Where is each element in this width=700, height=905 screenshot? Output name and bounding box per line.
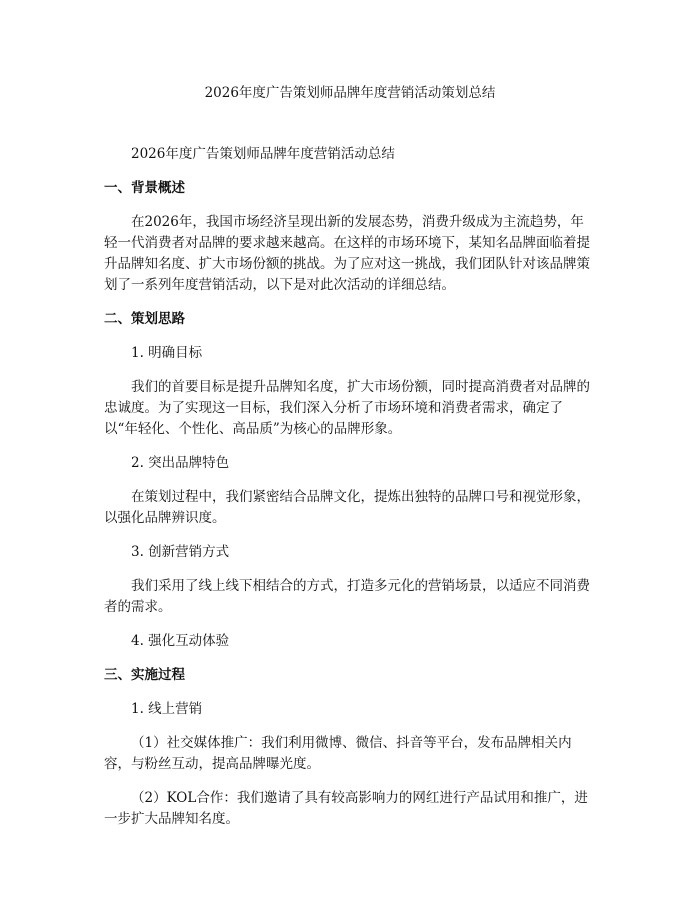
planning-item-label: 4. 强化互动体验 [131,633,230,649]
background-paragraph: 在2026年，我国市场经济呈现出新的发展态势，消费升级成为主流趋势，年轻一代消费者对品牌的要求越来越高。在这样的市场环境下，某知名品牌面临着提升品牌知名度、扩大市场份额的挑战。为了应对这一挑战，我们团队针对该品牌策划了一系列年度营销活动，以下是对此次活动的详细总结。 [104,214,590,293]
planning-item-text: 在策划过程中，我们紧密结合品牌文化，提炼出独特的品牌口号和视觉形象，以强化品牌辨识度。 [104,489,590,526]
planning-item-label: 1. 明确目标 [131,345,203,361]
planning-item-text: 我们的首要目标是提升品牌知名度，扩大市场份额，同时提高消费者对品牌的忠诚度。为了实现这一目标，我们深入分析了市场环境和消费者需求，确定了以“年轻化、个性化、高品质”为核心的品牌形象。 [104,379,590,437]
section-heading-implementation: 三、实施过程 [104,667,185,683]
planning-item-label: 2. 突出品牌特色 [131,455,230,471]
section-heading-planning: 二、策划思路 [104,311,185,327]
document-body [104,144,596,843]
section-heading-background: 一、背景概述 [104,180,185,196]
implementation-item-label: 1. 线上营销 [131,701,203,717]
document-title: 2026年度广告策划师品牌年度营销活动策划总结 [204,85,496,101]
implementation-subitem: （2）KOL合作：我们邀请了具有较高影响力的网红进行产品试用和推广，进一步扩大品牌知名度。 [104,790,588,827]
implementation-subitem: （1）社交媒体推广：我们利用微博、微信、抖音等平台，发布品牌相关内容，与粉丝互动，提高品牌曝光度。 [104,735,572,772]
planning-item-text: 我们采用了线上线下相结合的方式，打造多元化的营销场景，以适应不同消费者的需求。 [104,578,590,615]
planning-item-label: 3. 创新营销方式 [131,544,230,560]
document-subtitle: 2026年度广告策划师品牌年度营销活动总结 [131,146,395,162]
